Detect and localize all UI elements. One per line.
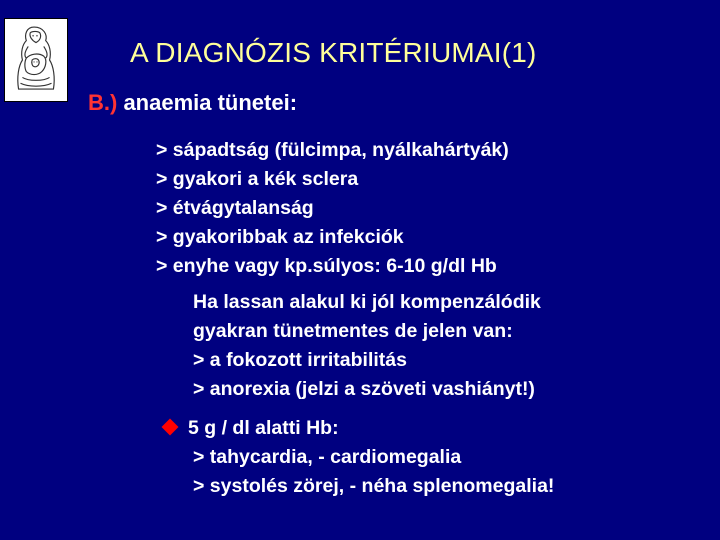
symptom-line: > gyakoribbak az infekciók (156, 226, 404, 248)
subtitle-prefix: B.) (88, 90, 118, 115)
symptom-line: > enyhe vagy kp.súlyos: 6-10 g/dl Hb (156, 255, 497, 277)
symptom-line: > sápadtság (fülcimpa, nyálkahártyák) (156, 139, 509, 161)
slide-subtitle (88, 90, 297, 116)
severe-header (161, 417, 339, 440)
compensation-line: gyakran tünetmentes de jelen van: (193, 320, 513, 342)
severe-item: > systolés zörej, - néha splenomegalia! (193, 475, 555, 497)
symptom-line: > étvágytalanság (156, 197, 314, 219)
red-diamond-bullet-icon (162, 419, 179, 436)
compensation-line: > anorexia (jelzi a szöveti vashiányt!) (193, 378, 535, 400)
severe-item: > tahycardia, - cardiomegalia (193, 446, 462, 468)
compensation-line: Ha lassan alakul ki jól kompenzálódik (193, 291, 541, 313)
subtitle-text: anaemia tünetei: (117, 90, 298, 115)
slide-title: A DIAGNÓZIS KRITÉRIUMAI(1) (130, 37, 537, 68)
symptom-line: > gyakori a kék sclera (156, 168, 359, 190)
mother-child-logo-icon (4, 18, 68, 102)
severe-header-text: 5 g / dl alatti Hb: (188, 417, 339, 439)
compensation-line: > a fokozott irritabilitás (193, 349, 407, 371)
